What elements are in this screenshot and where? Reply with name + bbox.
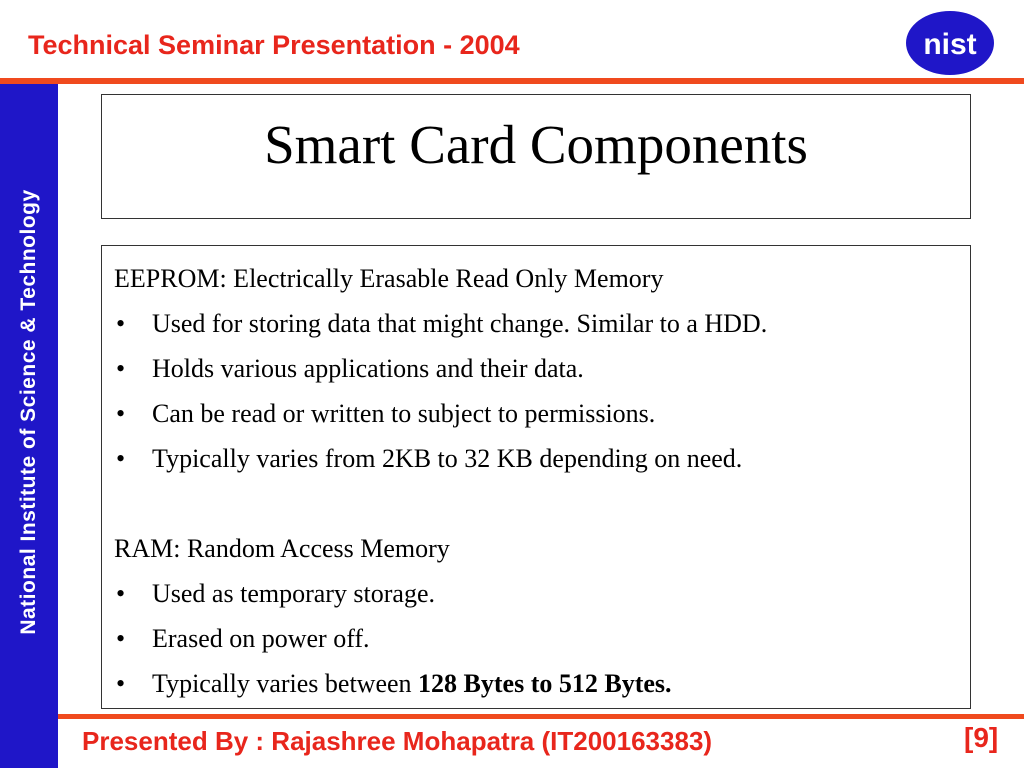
page-number: [9] bbox=[964, 722, 999, 753]
content-box bbox=[101, 245, 971, 709]
ram-heading: RAM: Random Access Memory bbox=[114, 534, 450, 563]
list-item bbox=[114, 391, 958, 436]
list-item-text: Typically varies between bbox=[152, 669, 419, 698]
list-item-text: Erased on power off. bbox=[152, 624, 370, 653]
bullet-icon: • bbox=[116, 624, 126, 653]
list-item-text: Can be read or written to subject to permissions. bbox=[152, 399, 656, 428]
bullet-icon: • bbox=[116, 354, 126, 383]
list-item bbox=[114, 571, 958, 616]
bottom-rule bbox=[58, 714, 1024, 719]
top-rule bbox=[0, 78, 1024, 84]
list-item bbox=[114, 346, 958, 391]
list-item-bold-text: 128 Bytes to 512 Bytes. bbox=[418, 669, 672, 698]
list-item-text: Holds various applications and their data. bbox=[152, 354, 584, 383]
sidebar-text: National Institute of Science & Technology bbox=[17, 189, 40, 635]
logo-text: nist bbox=[923, 28, 977, 61]
bullet-icon: • bbox=[116, 399, 126, 428]
list-item bbox=[114, 301, 958, 346]
list-item bbox=[114, 616, 958, 661]
slide-title: Smart Card Components bbox=[264, 114, 808, 175]
bullet-icon: • bbox=[116, 444, 126, 473]
list-item-text: Used as temporary storage. bbox=[152, 579, 436, 608]
spacer bbox=[114, 481, 958, 526]
bullet-icon: • bbox=[116, 669, 126, 698]
list-item bbox=[114, 436, 958, 481]
title-box bbox=[101, 94, 971, 219]
nist-logo-icon bbox=[905, 10, 995, 76]
list-item-text: Used for storing data that might change. Similar to a HDD. bbox=[152, 309, 768, 338]
list-item-text: Typically varies from 2KB to 32 KB depending on need. bbox=[152, 444, 743, 473]
eeprom-heading: EEPROM: Electrically Erasable Read Only Memory bbox=[114, 264, 664, 293]
footer-presenter: Presented By : Rajashree Mohapatra (IT200163383) bbox=[82, 726, 713, 756]
header-title: Technical Seminar Presentation - 2004 bbox=[28, 30, 520, 60]
bullet-icon: • bbox=[116, 579, 126, 608]
list-item bbox=[114, 661, 958, 706]
bullet-icon: • bbox=[116, 309, 126, 338]
